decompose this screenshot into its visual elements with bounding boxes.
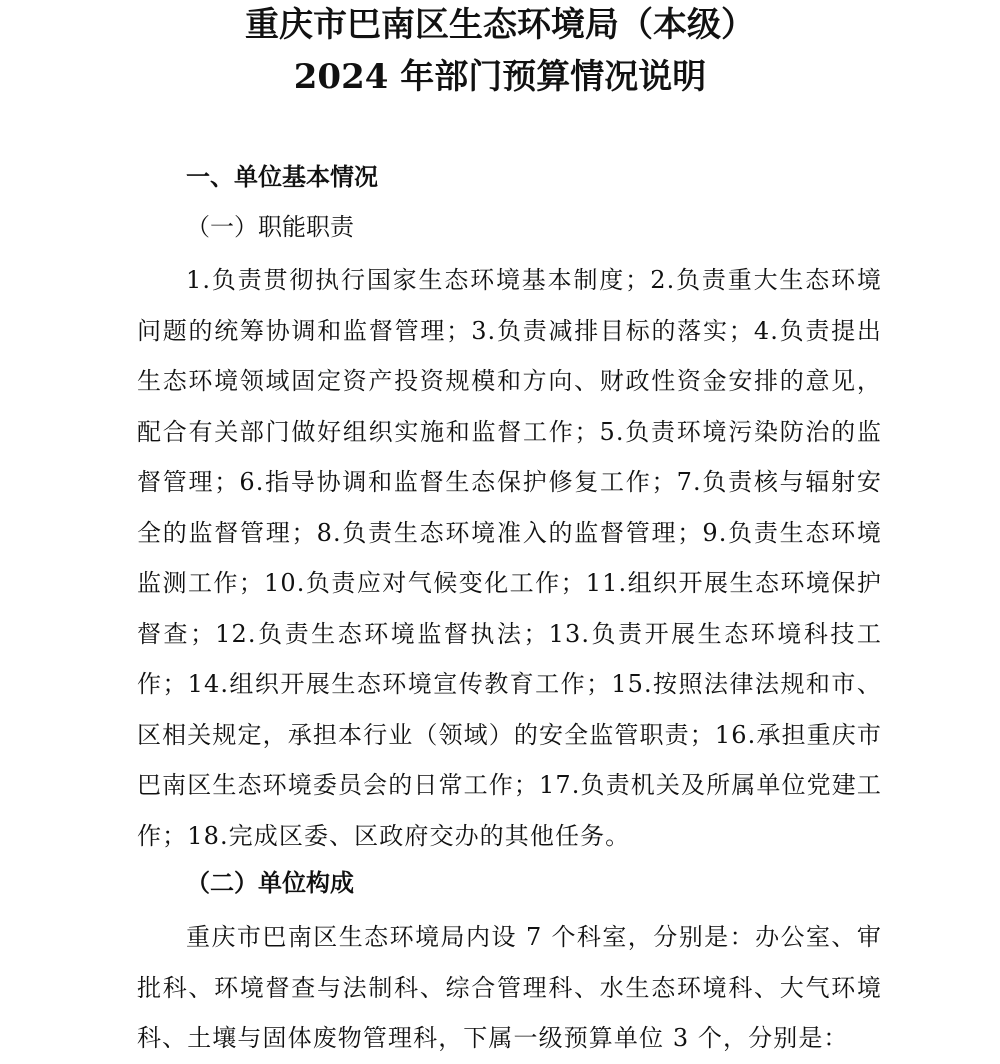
title-line-2: 2024 年部门预算情况说明 [293, 57, 707, 97]
duties-paragraph: 1.负责贯彻执行国家生态环境基本制度；2.负责重大生态环境问题的统筹协调和监督管理；3.负责减排目标的落实；4.负责提出生态环境领域固定资产投资规模和方向、财政性资金安排的意见，配合有关部门做好组织实施和监督工作；5.负责环境污染防治的监督管理；6.指导协调和监督生态保护修复工作；7.负责核与辐射安全的监督管理；8.负责生态环境准入的监督管理；9.负责生态环境监测工作；10.负责应对气候变化工作；11.组织开展生态环境保护督查；12.负责生态环境监督执法；13.负责开展生态环境科技工作；14.组织开展生态环境宣传教育工作；15.按照法律法规和市、区相关规定，承担本行业（领域）的安全监管职责；16.承担重庆市巴南区生态环境委员会的日常工作；17.负责机关及所属单位党建工作；18.完成区委、区政府交办的其他任务。 [137, 266, 882, 850]
composition-paragraph: 重庆市巴南区生态环境局内设 7 个科室，分别是：办公室、审批科、环境督查与法制科、综合管理科、水生态环境科、大气环境科、土壤与固体废物管理科，下属一级预算单位 3 个，分别是： [137, 923, 882, 1052]
title-line-1: 重庆市巴南区生态环境局（本级） [245, 5, 755, 45]
document-title [0, 0, 1000, 98]
subsection-heading-composition: （二）单位构成 [186, 868, 354, 897]
subsection-heading-duties: （一）职能职责 [186, 213, 354, 241]
section-heading-basic-info: 一、单位基本情况 [186, 163, 378, 191]
